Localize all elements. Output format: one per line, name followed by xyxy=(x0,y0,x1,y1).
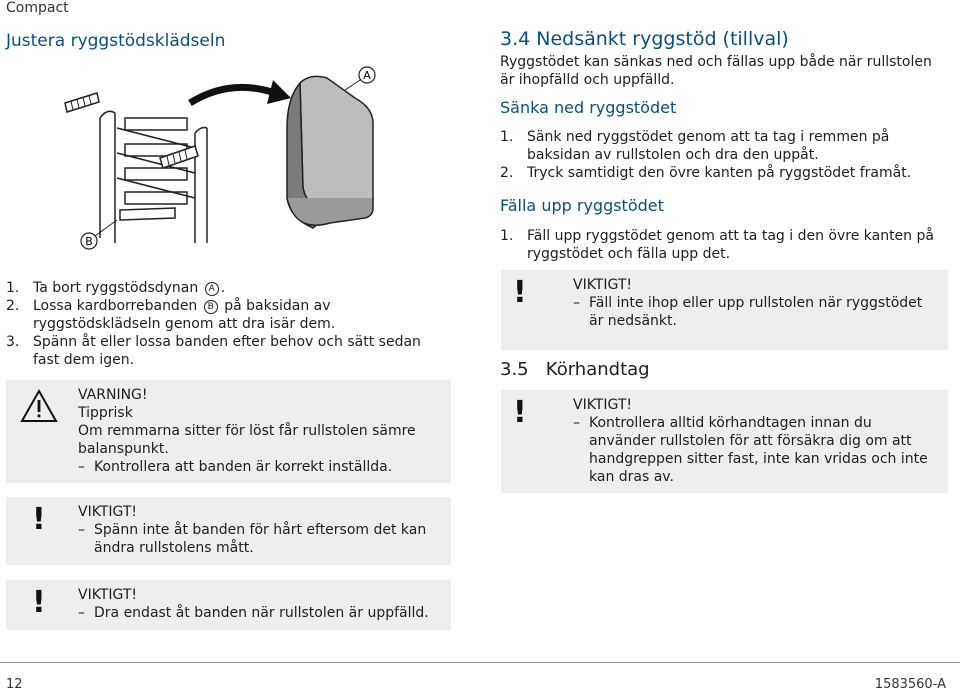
header-series-label: Compact xyxy=(6,0,69,16)
important-bullet: – Kontrollera alltid körhandtagen innan du använder rullstolen för att försäkra dig om att handgreppen sitter fast, inte kan vridas och inte kan dras av. xyxy=(573,414,940,486)
step-text: Ta bort ryggstödsdynan xyxy=(33,280,199,296)
list-item xyxy=(500,164,940,182)
important-heading: VIKTIGT! xyxy=(78,504,137,520)
subheading-raise-backrest: Fälla upp ryggstödet xyxy=(500,196,664,215)
warning-body: Om remmarna sitter för löst får rullstolen sämre balanspunkt. xyxy=(78,423,416,457)
list-item xyxy=(6,279,446,297)
step-text-end: på baksidan av ryggstödsklädseln genom att dra isär dem. xyxy=(33,298,336,332)
step-number: 1. xyxy=(500,228,514,244)
step-number: 3. xyxy=(6,334,20,350)
important-bullet: – Dra endast åt banden när rullstolen är uppfälld. xyxy=(78,604,443,622)
exclamation-icon: ! xyxy=(32,502,46,537)
velcro-strap xyxy=(120,208,175,220)
section-title-adjust-upholstery: Justera ryggstödsklädseln xyxy=(6,31,226,51)
exclamation-icon: ! xyxy=(32,585,46,620)
step-text: Lossa kardborrebanden xyxy=(33,298,198,314)
section-title-lowered-backrest: 3.4 Nedsänkt ryggstöd (tillval) xyxy=(500,28,789,50)
ref-a-badge: A xyxy=(205,282,219,296)
warning-subheading: Tipprisk xyxy=(78,405,133,421)
section-intro: Ryggstödet kan sänkas ned och fällas upp både när rullstolen är ihopfälld och uppfälld. xyxy=(500,54,932,88)
step-text: Tryck samtidigt den övre kanten på ryggstödet framåt. xyxy=(527,165,912,181)
removal-arrow xyxy=(190,87,275,103)
adjust-steps-list xyxy=(6,279,446,369)
important-box xyxy=(501,270,948,350)
ref-b-badge: B xyxy=(204,300,218,314)
footer-divider xyxy=(0,662,960,663)
backrest-cushion xyxy=(287,76,373,228)
list-item xyxy=(6,333,446,369)
step-number: 1. xyxy=(6,280,20,296)
important-heading: VIKTIGT! xyxy=(78,587,137,603)
important-box xyxy=(6,497,451,565)
warning-heading: VARNING! xyxy=(78,387,148,403)
subheading-lower-backrest: Sänka ned ryggstödet xyxy=(500,98,677,117)
warning-bullet: – Kontrollera att banden är korrekt inställda. xyxy=(78,458,443,476)
section-title-push-handles: 3.5 Körhandtag xyxy=(500,359,650,380)
step-text-end: . xyxy=(220,280,226,296)
exclamation-icon: ! xyxy=(513,275,527,310)
backrest-illustration xyxy=(55,58,395,258)
important-box xyxy=(6,580,451,630)
exclamation-icon: ! xyxy=(513,395,527,430)
important-bullet: – Spänn inte åt banden för hårt eftersom det kan ändra rullstolens mått. xyxy=(78,521,443,557)
step-number: 2. xyxy=(500,165,514,181)
step-text: Fäll upp ryggstödet genom att ta tag i den övre kanten på ryggstödet och fälla upp det. xyxy=(527,228,934,262)
push-handle-left xyxy=(65,93,99,112)
backrest-frame xyxy=(100,111,207,243)
step-text: Spänn åt eller lossa banden efter behov och sätt sedan fast dem igen. xyxy=(33,334,421,368)
page-number: 12 xyxy=(6,677,23,692)
list-item xyxy=(6,297,446,333)
lower-steps-list xyxy=(500,128,940,182)
step-text: Sänk ned ryggstödet genom att ta tag i remmen på baksidan av rullstolen och dra den uppåt. xyxy=(527,129,890,163)
document-id: 1583560-A xyxy=(874,677,946,692)
important-bullet: – Fäll inte ihop eller upp rullstolen när ryggstödet är nedsänkt. xyxy=(573,294,940,330)
list-item xyxy=(500,227,940,263)
list-item xyxy=(500,128,940,164)
step-number: 1. xyxy=(500,129,514,145)
warning-triangle-icon xyxy=(20,388,58,424)
step-number: 2. xyxy=(6,298,20,314)
important-heading: VIKTIGT! xyxy=(573,397,632,413)
callout-a: A xyxy=(363,69,371,82)
important-heading: VIKTIGT! xyxy=(573,277,632,293)
raise-steps-list xyxy=(500,227,940,263)
important-box xyxy=(501,390,948,493)
warning-box xyxy=(6,380,451,483)
callout-b: B xyxy=(85,235,93,248)
